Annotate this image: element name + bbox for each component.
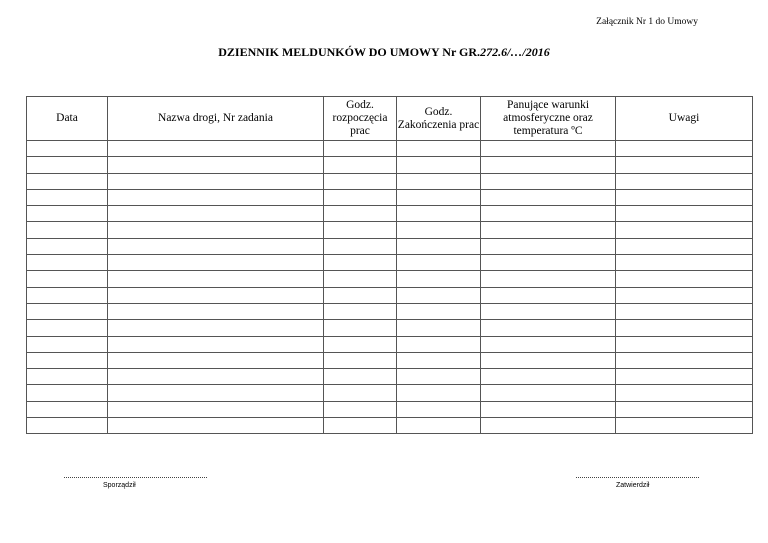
table-row [27,303,753,319]
column-header-weather: Panujące warunki atmosferyczne oraz temperatura ºC [481,97,616,141]
cell-road-name [108,157,324,173]
cell-start-time [324,222,397,238]
cell-end-time [397,238,481,254]
cell-date [27,173,108,189]
cell-road-name [108,369,324,385]
cell-end-time [397,141,481,157]
cell-start-time [324,418,397,434]
cell-start-time [324,189,397,205]
cell-remarks [616,141,753,157]
cell-end-time [397,173,481,189]
cell-weather [481,238,616,254]
cell-remarks [616,157,753,173]
cell-remarks [616,418,753,434]
cell-road-name [108,418,324,434]
cell-start-time [324,238,397,254]
cell-remarks [616,173,753,189]
cell-weather [481,255,616,271]
cell-weather [481,418,616,434]
cell-road-name [108,189,324,205]
table-row [27,157,753,173]
cell-start-time [324,369,397,385]
cell-start-time [324,287,397,303]
cell-end-time [397,222,481,238]
cell-end-time [397,157,481,173]
cell-end-time [397,369,481,385]
cell-weather [481,287,616,303]
cell-road-name [108,385,324,401]
signature-line-left [64,477,207,478]
cell-end-time [397,255,481,271]
cell-date [27,303,108,319]
cell-remarks [616,255,753,271]
cell-weather [481,189,616,205]
table-body [27,141,753,434]
cell-remarks [616,206,753,222]
table-row [27,401,753,417]
signature-label-prepared: Sporządził [103,482,136,489]
cell-start-time [324,271,397,287]
cell-start-time [324,320,397,336]
cell-road-name [108,238,324,254]
cell-start-time [324,401,397,417]
cell-start-time [324,336,397,352]
cell-date [27,157,108,173]
cell-date [27,369,108,385]
cell-road-name [108,173,324,189]
cell-start-time [324,352,397,368]
cell-remarks [616,320,753,336]
cell-remarks [616,385,753,401]
cell-remarks [616,287,753,303]
signature-label-approved: Zatwierdził [616,482,650,489]
table-row [27,369,753,385]
cell-start-time [324,255,397,271]
cell-weather [481,271,616,287]
cell-start-time [324,385,397,401]
cell-end-time [397,206,481,222]
cell-weather [481,320,616,336]
cell-date [27,320,108,336]
table-row [27,173,753,189]
cell-weather [481,141,616,157]
column-header-date: Data [27,97,108,141]
cell-road-name [108,141,324,157]
cell-date [27,255,108,271]
title-main: DZIENNIK MELDUNKÓW DO UMOWY Nr GR. [218,45,481,59]
cell-weather [481,385,616,401]
signature-line-right [576,477,699,478]
table-row [27,189,753,205]
cell-date [27,271,108,287]
report-log-table [26,96,753,434]
cell-weather [481,222,616,238]
cell-start-time [324,141,397,157]
cell-road-name [108,336,324,352]
cell-start-time [324,173,397,189]
table-row [27,222,753,238]
cell-end-time [397,385,481,401]
cell-weather [481,369,616,385]
cell-road-name [108,352,324,368]
cell-weather [481,206,616,222]
cell-date [27,418,108,434]
cell-date [27,238,108,254]
cell-remarks [616,369,753,385]
column-header-end-time: Godz. Zakończenia prac [397,97,481,141]
cell-end-time [397,189,481,205]
cell-end-time [397,401,481,417]
cell-date [27,141,108,157]
cell-date [27,352,108,368]
table-row [27,271,753,287]
cell-date [27,206,108,222]
cell-end-time [397,418,481,434]
table-row [27,238,753,254]
table-row [27,418,753,434]
title-number: 272.6/…/2016 [480,45,550,59]
cell-weather [481,401,616,417]
table-header-row [27,97,753,141]
cell-remarks [616,336,753,352]
cell-date [27,336,108,352]
cell-road-name [108,206,324,222]
annex-label: Załącznik Nr 1 do Umowy [596,17,698,27]
cell-weather [481,336,616,352]
cell-remarks [616,189,753,205]
cell-road-name [108,320,324,336]
cell-road-name [108,303,324,319]
cell-road-name [108,255,324,271]
cell-remarks [616,401,753,417]
table-row [27,255,753,271]
column-header-road-name: Nazwa drogi, Nr zadania [108,97,324,141]
cell-date [27,401,108,417]
cell-remarks [616,271,753,287]
cell-end-time [397,320,481,336]
cell-date [27,189,108,205]
cell-weather [481,303,616,319]
cell-end-time [397,287,481,303]
cell-remarks [616,222,753,238]
table-row [27,336,753,352]
cell-weather [481,352,616,368]
table-row [27,287,753,303]
cell-end-time [397,336,481,352]
table-row [27,385,753,401]
cell-date [27,385,108,401]
cell-weather [481,173,616,189]
cell-end-time [397,271,481,287]
cell-weather [481,157,616,173]
cell-end-time [397,352,481,368]
table-row [27,206,753,222]
cell-road-name [108,271,324,287]
table-row [27,320,753,336]
column-header-start-time: Godz. rozpoczęcia prac [324,97,397,141]
cell-date [27,222,108,238]
cell-start-time [324,303,397,319]
cell-remarks [616,238,753,254]
table-row [27,141,753,157]
column-header-remarks: Uwagi [616,97,753,141]
cell-end-time [397,303,481,319]
cell-remarks [616,352,753,368]
cell-remarks [616,303,753,319]
document-title [0,45,768,60]
cell-start-time [324,157,397,173]
cell-start-time [324,206,397,222]
cell-road-name [108,401,324,417]
cell-date [27,287,108,303]
cell-road-name [108,222,324,238]
cell-road-name [108,287,324,303]
table-row [27,352,753,368]
